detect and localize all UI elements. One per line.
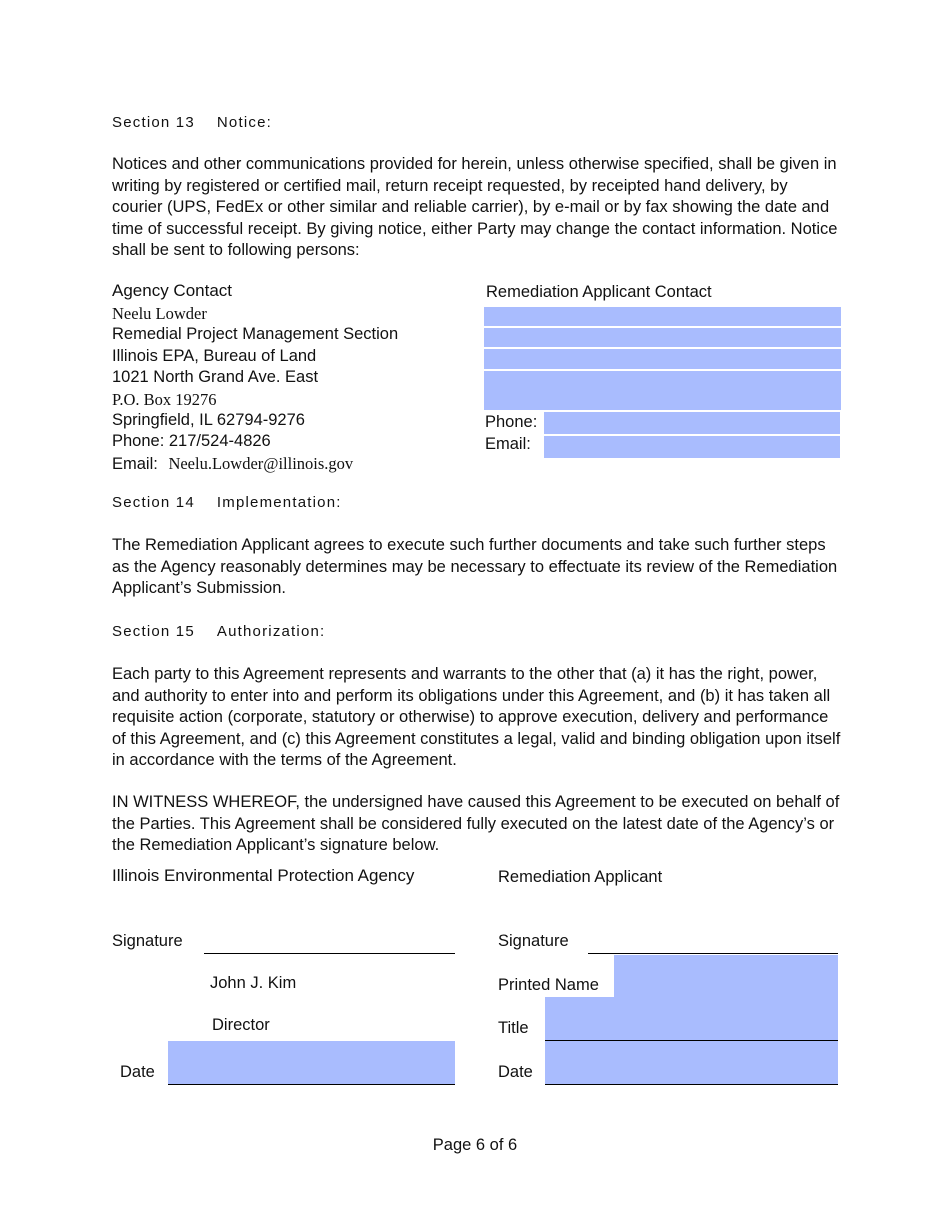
section-13-body: Notices and other communications provided for herein, unless otherwise specified, shall be given in writing by registered or certified mail, return receipt requested, by receipted hand delivery, by courier (UPS, FedEx or other similar and reliable carrier), by e-mail or by fax showing the date and time of successful receipt. By giving notice, either Party may change the contact information. Notice shall be sent to following persons: bbox=[112, 155, 838, 259]
applicant-title-field[interactable] bbox=[545, 997, 838, 1041]
applicant-contact-address-field[interactable] bbox=[484, 371, 841, 410]
applicant-contact-line-2-field[interactable] bbox=[484, 328, 841, 347]
agency-contact-email-label: Email: bbox=[112, 455, 158, 473]
agency-contact-name: Neelu Lowder bbox=[112, 304, 207, 323]
agency-contact-email: Neelu.Lowder@illinois.gov bbox=[168, 454, 354, 473]
applicant-title-label: Title bbox=[498, 1019, 529, 1037]
section-14-title: Implementation: bbox=[216, 494, 342, 511]
applicant-signature-heading: Remediation Applicant bbox=[498, 868, 663, 886]
agency-signature-heading: Illinois Environmental Protection Agency bbox=[112, 866, 415, 885]
applicant-date-field[interactable] bbox=[545, 1041, 838, 1085]
section-15-heading bbox=[112, 623, 325, 640]
applicant-email-label: Email: bbox=[485, 435, 531, 453]
witness-statement: IN WITNESS WHEREOF, the undersigned have caused this Agreement to be executed on behalf of the Parties. This Agreement shall be considered fully executed on the latest date of the Agency’s or the Remediation Applicant’s signature below. bbox=[112, 793, 840, 854]
applicant-date-label: Date bbox=[498, 1063, 533, 1081]
agency-date-label: Date bbox=[120, 1063, 155, 1081]
agency-contact-section: Remedial Project Management Section bbox=[112, 325, 399, 343]
section-13-heading bbox=[112, 114, 272, 131]
section-14-body: The Remediation Applicant agrees to execute such further documents and take such further steps as the Agency reasonably determines may be necessary to effectuate its review of the Remediation Applicant’s Submission. bbox=[112, 536, 838, 597]
section-13-number: Section 13 bbox=[112, 114, 195, 131]
agency-contact-phone: Phone: 217/524-4826 bbox=[112, 432, 271, 450]
agency-contact-bureau: Illinois EPA, Bureau of Land bbox=[112, 347, 317, 365]
agency-signature-label: Signature bbox=[112, 932, 183, 950]
applicant-signature-label: Signature bbox=[498, 932, 569, 950]
agency-contact-pobox: P.O. Box 19276 bbox=[112, 390, 217, 409]
section-15-title: Authorization: bbox=[216, 623, 326, 640]
applicant-contact-line-1-field[interactable] bbox=[484, 307, 841, 326]
applicant-contact-heading: Remediation Applicant Contact bbox=[486, 283, 712, 301]
section-15-body: Each party to this Agreement represents and warrants to the other that (a) it has the right, power, and authority to enter into and perform its obligations under this Agreement, and (b) it has taken all requisite action (corporate, statutory or otherwise) to approve execution, delivery and performance of this Agreement, and (c) this Agreement constitutes a legal, valid and binding obligation upon itself in accordance with the terms of the Agreement. bbox=[112, 665, 841, 769]
section-15-number: Section 15 bbox=[112, 623, 195, 640]
applicant-phone-label: Phone: bbox=[485, 413, 538, 431]
agency-contact-heading: Agency Contact bbox=[112, 281, 233, 300]
agency-date-field[interactable] bbox=[168, 1041, 455, 1085]
agency-signer-name: John J. Kim bbox=[210, 974, 297, 992]
applicant-printed-name-field[interactable] bbox=[614, 955, 838, 997]
agency-contact-city: Springfield, IL 62794-9276 bbox=[112, 411, 305, 429]
applicant-contact-line-3-field[interactable] bbox=[484, 349, 841, 369]
applicant-email-field[interactable] bbox=[544, 436, 840, 458]
section-14-heading bbox=[112, 494, 342, 511]
applicant-printed-name-label: Printed Name bbox=[498, 976, 599, 994]
section-13-title: Notice: bbox=[216, 114, 272, 131]
agency-signer-title: Director bbox=[212, 1016, 270, 1034]
agency-contact-email-row bbox=[112, 453, 353, 476]
section-14-number: Section 14 bbox=[112, 494, 195, 511]
applicant-signature-line[interactable] bbox=[588, 953, 838, 954]
applicant-phone-field[interactable] bbox=[544, 412, 840, 434]
agency-signature-line[interactable] bbox=[204, 953, 455, 954]
page-number: Page 6 of 6 bbox=[432, 1136, 518, 1154]
agency-contact-street: 1021 North Grand Ave. East bbox=[112, 368, 319, 386]
